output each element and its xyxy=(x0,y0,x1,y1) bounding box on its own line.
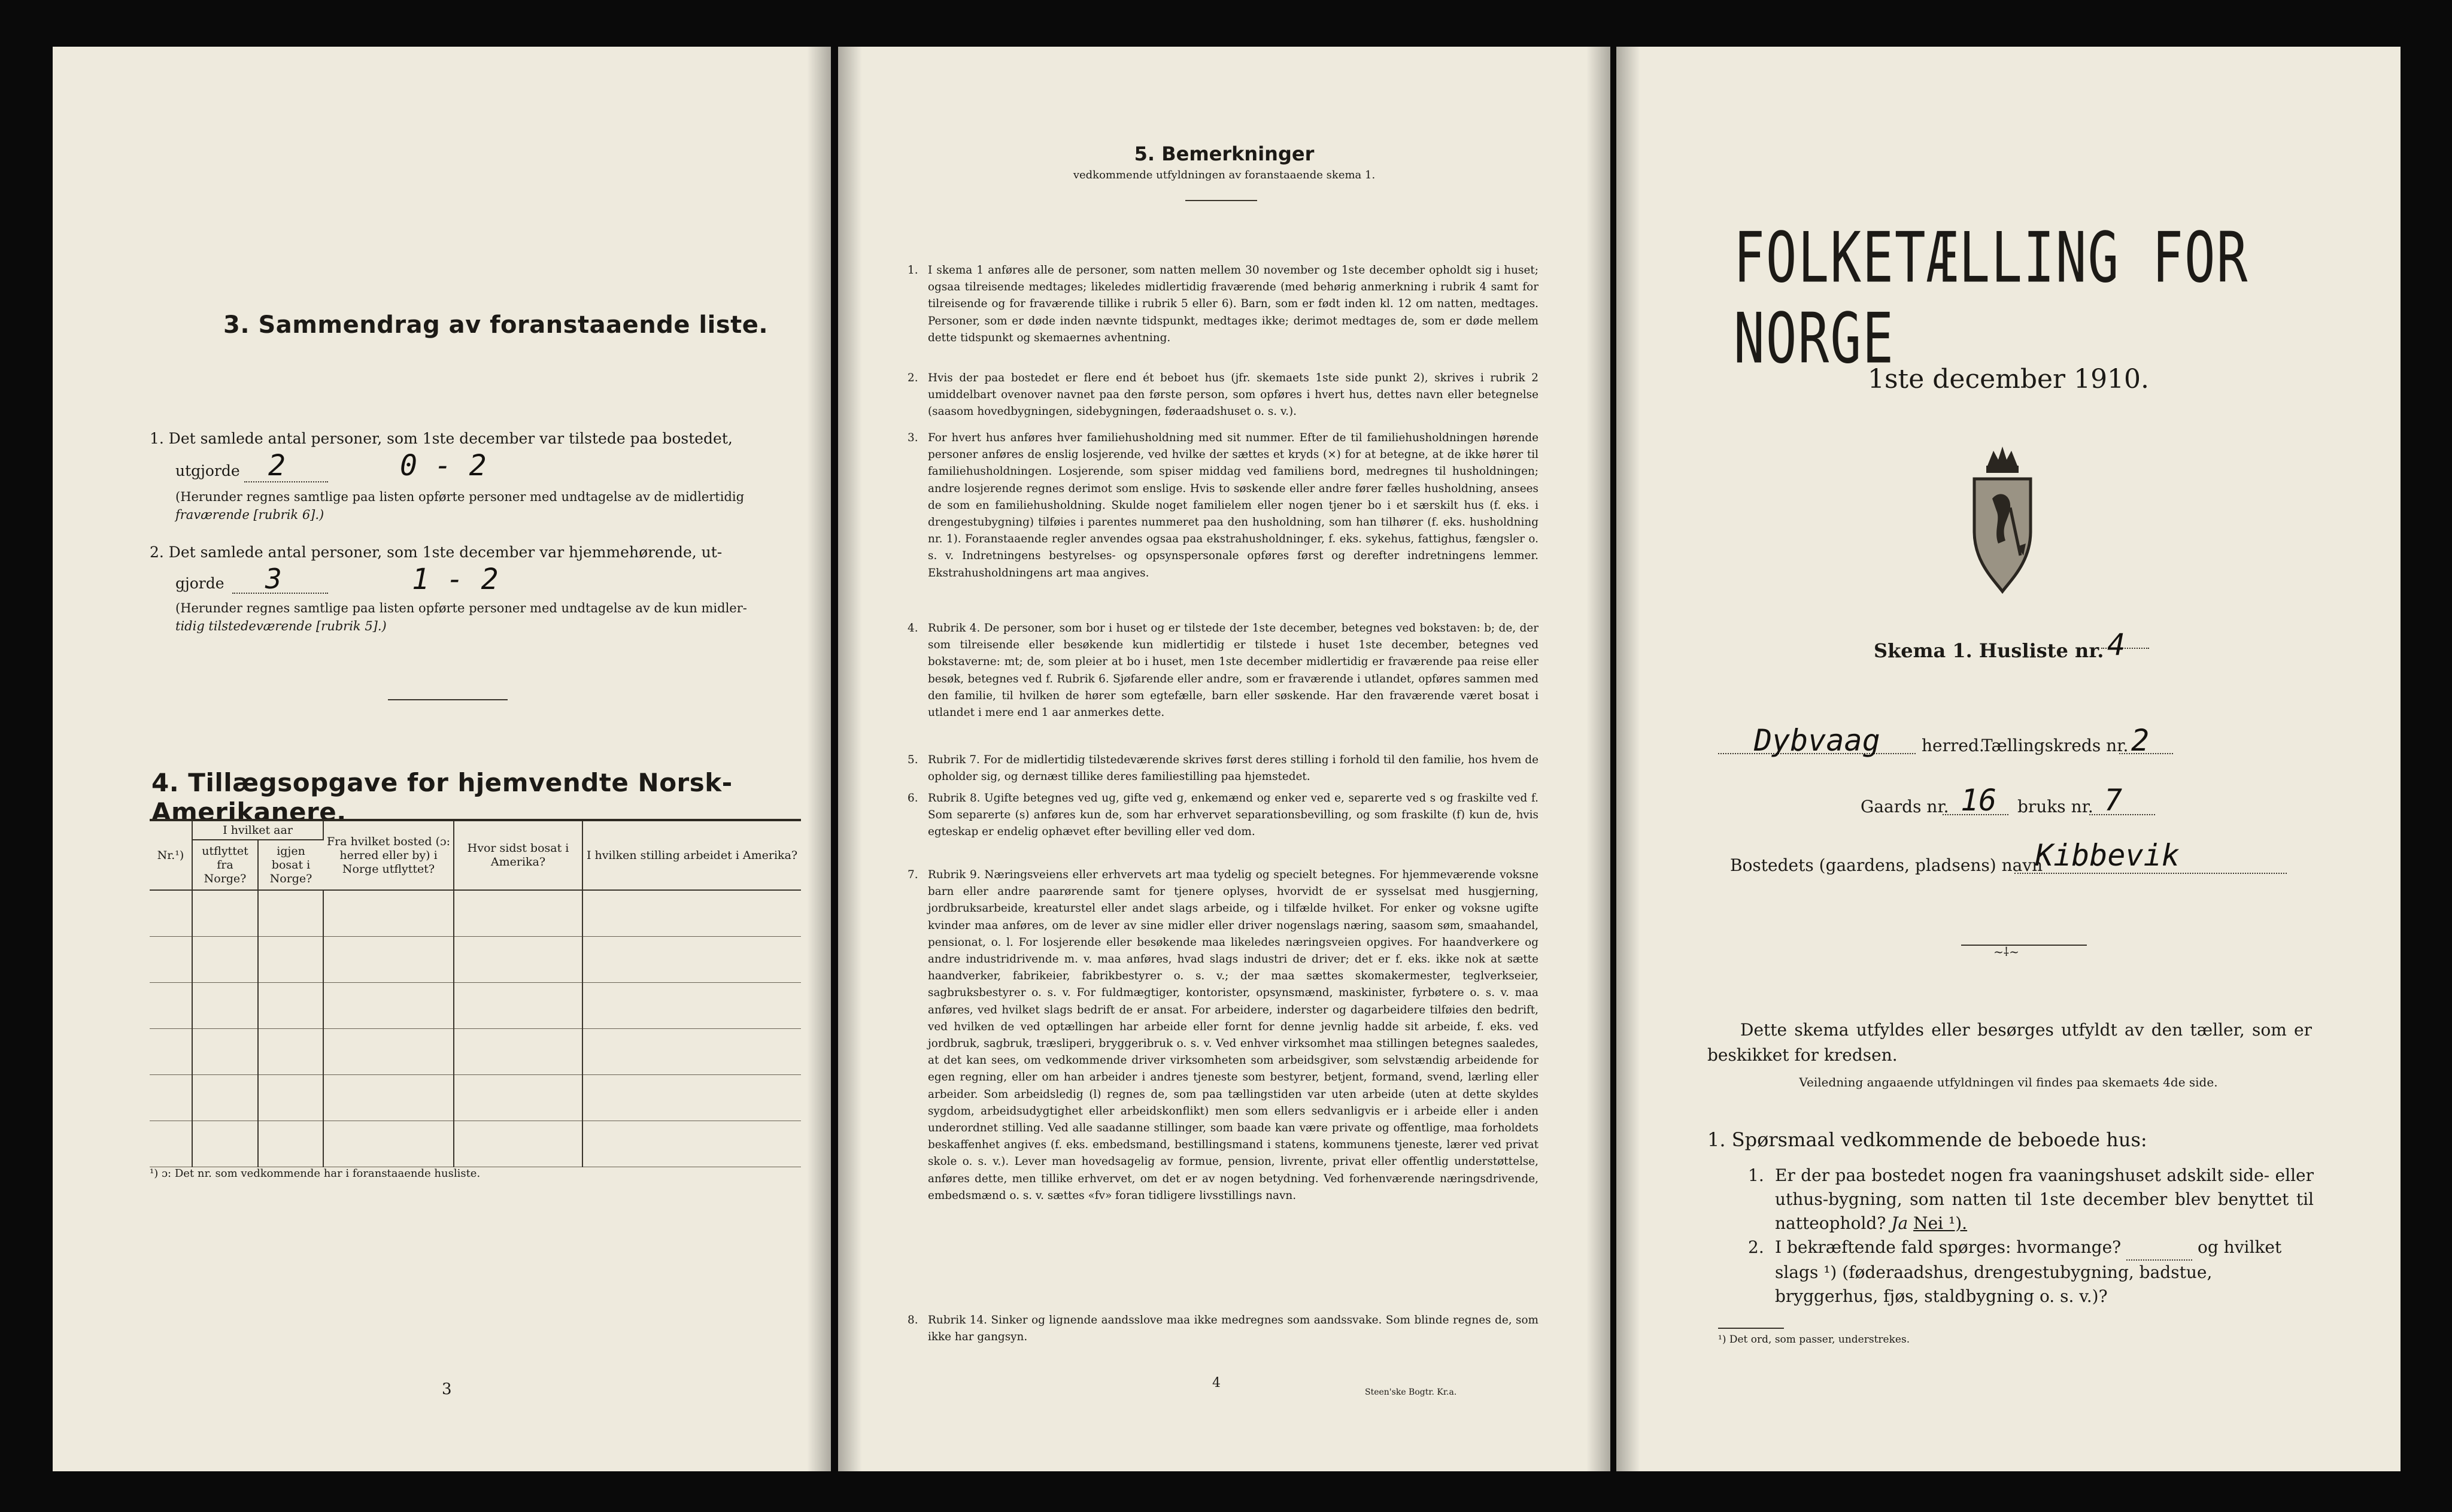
bemerkning-item xyxy=(908,370,1538,421)
page-fold-shadow xyxy=(807,47,831,1471)
item2-fill-line xyxy=(232,593,328,594)
kreds-value: 2 xyxy=(2131,723,2150,758)
table-cell xyxy=(323,1075,454,1121)
table-cell xyxy=(192,983,258,1029)
bosted-value: Kibbevik xyxy=(2035,838,2180,873)
answer-ja: Ja xyxy=(1891,1213,1908,1233)
item2-handwritten-value: 3 xyxy=(265,563,282,595)
item2-line1: 2. Det samlede antal personer, som 1ste december var hjemmehørende, ut- xyxy=(150,544,723,561)
right-page: FOLKETÆLLING FOR NORGE 1ste december 1910. Skema 1. Husliste nr. 4 Dybvaag herred. Tællingskreds nr. 2 Gaards nr. 16 bruks nr. 7 Bostedets (gaardens, pladsens) navn Kibbevik ~⸸~ Dette skema utfyldes eller besørges utfyldt av den tæller, som er beskikket for kredsen. Veiledning angaaende utfyldningen vil findes paa skemaets 4de side. 1. Spørsmaal vedkommende de beboede hus: 1. Er der paa bostedet nogen fra vaaningshuset adskilt side- eller uthus-bygning, som natten til 1ste december blev benyttet til natteophold? Ja Nei ¹). 2. I bekræftende fald spørges: hvormange? og hvilket slags ¹) (føderaadshus, drengestubygning, badstue, bryggerhus, fjøs, staldbygning o. s. v.)? ¹) Det ord, som passer, understrekes. xyxy=(1616,47,2401,1471)
kreds-label: Tællingskreds nr. xyxy=(1981,736,2129,755)
table-cell xyxy=(323,890,454,937)
header-group: I hvilket aar xyxy=(192,820,323,840)
bemerkning-number: 7. xyxy=(908,869,918,881)
left-page xyxy=(53,47,831,1471)
table-cell xyxy=(150,1121,192,1167)
question1-2-slags: og hvilket slags ¹) xyxy=(1775,1237,2282,1282)
table-row xyxy=(150,983,801,1029)
section4-title: 4. Tillægsopgave for hjemvendte Norsk-Amerikanere. xyxy=(151,768,733,827)
page-fold-shadow xyxy=(838,47,862,1471)
table-row xyxy=(150,1121,801,1167)
table-cell xyxy=(192,1029,258,1075)
norsk-amerikanere-table xyxy=(150,819,801,1167)
census-date: 1ste december 1910. xyxy=(1867,364,2150,394)
page-fold-shadow xyxy=(1616,47,1640,1471)
header-sidst-bosat: Hvor sidst bosat i Amerika? xyxy=(454,820,582,890)
question1-2-examples: (føderaadshus, drengestubygning, badstue, bryggerhus, fjøs, staldbygning o. s. v.)? xyxy=(1775,1262,2213,1306)
bemerkning-number: 6. xyxy=(908,792,918,804)
item1-note2: fraværende [rubrik 6].) xyxy=(175,508,324,522)
table-cell xyxy=(323,937,454,983)
page-fold-shadow xyxy=(1586,47,1610,1471)
intro-note: Veiledning angaaende utfyldningen vil findes paa skemaets 4de side. xyxy=(1799,1075,2218,1089)
question1-title: 1. Spørsmaal vedkommende de beboede hus: xyxy=(1707,1128,2147,1151)
schema-label: Skema 1. Husliste nr. xyxy=(1874,639,2104,662)
item1-note1: (Herunder regnes samtlige paa listen opførte personer med undtagelse av de midlertidig xyxy=(175,490,745,504)
table-cell xyxy=(258,983,323,1029)
table-cell xyxy=(454,1121,582,1167)
page-number: 3 xyxy=(442,1380,452,1398)
bemerkning-number: 3. xyxy=(908,432,918,444)
item1-fill-line xyxy=(244,481,328,482)
bruks-label: bruks nr. xyxy=(2017,797,2093,816)
header-igjen: igjen bosat i Norge? xyxy=(258,840,323,890)
table-cell xyxy=(192,1121,258,1167)
table-cell xyxy=(150,1029,192,1075)
bemerkning-item xyxy=(908,790,1538,841)
husliste-value: 4 xyxy=(2107,627,2126,662)
table-cell xyxy=(150,937,192,983)
bemerkning-item xyxy=(908,430,1538,582)
bemerkning-item xyxy=(908,1312,1538,1346)
table-cell xyxy=(258,1121,323,1167)
table-cell xyxy=(150,890,192,937)
gaards-value: 16 xyxy=(1961,783,1997,818)
bemerkninger-title: 5. Bemerkninger xyxy=(1134,142,1315,165)
table-cell xyxy=(323,983,454,1029)
bemerkning-number: 2. xyxy=(908,372,918,384)
intro-text: Dette skema utfyldes eller besørges utfyldt av den tæller, som er beskikket for kredsen. xyxy=(1707,1020,2312,1065)
question1-2 xyxy=(1775,1235,2314,1308)
table-cell xyxy=(192,890,258,937)
bemerkning-item xyxy=(908,620,1538,721)
section3-title: 3. Sammendrag av foranstaaende liste. xyxy=(223,311,769,339)
table-cell xyxy=(582,1029,801,1075)
table-cell xyxy=(454,937,582,983)
table-cell xyxy=(192,937,258,983)
table-row xyxy=(150,890,801,937)
table-cell xyxy=(323,1121,454,1167)
table-cell xyxy=(192,1075,258,1121)
bemerkning-text: Rubrik 7. For de midlertidig tilstedeværende skrives først deres stilling i forhold til den familie, hos hvem de opholder sig, og dernæst tillike deres familiestilling paa hjemstedet. xyxy=(928,754,1538,784)
header-fra-bosted: Fra hvilket bosted (ɔ: herred eller by) i Norge utflyttet? xyxy=(323,820,454,890)
table-row xyxy=(150,937,801,983)
bemerkning-text: Hvis der paa bostedet er flere end ét beboet hus (jfr. skemaets 1ste side punkt 2), skrives i rubrik 2 umiddelbart ovenover navnet paa den første person, som opføres i hvert hus, dettes navn eller betegnelse (saasom hovedbygningen, sidebygningen, føderaadshuset o. s. v.). xyxy=(928,372,1538,418)
bemerkning-number: 1. xyxy=(908,264,918,277)
printer-mark: Steen'ske Bogtr. Kr.a. xyxy=(1365,1387,1457,1397)
table-cell xyxy=(258,890,323,937)
norway-coat-of-arms xyxy=(1964,442,2041,597)
census-title: FOLKETÆLLING FOR NORGE xyxy=(1734,218,2249,379)
bosted-fill-line xyxy=(2014,873,2287,874)
coat-of-arms-icon xyxy=(1964,442,2041,597)
table-body xyxy=(150,890,801,1167)
table-cell xyxy=(454,983,582,1029)
middle-page xyxy=(838,47,1610,1471)
divider xyxy=(1961,945,2087,946)
table-cell xyxy=(323,1029,454,1075)
bemerkning-text: Rubrik 8. Ugifte betegnes ved ug, gifte ved g, enkemænd og enker ved e, separerte ved s og fraskilte ved f. Som separerte (s) anføres kun de, som har erhvervet separationsbevilling, og som fraskilte (f) kun de, hvis egteskap er endelig ophævet efter bevilling eller ved dom. xyxy=(928,792,1538,839)
table-cell xyxy=(150,1075,192,1121)
divider xyxy=(1185,200,1257,201)
item1-line1: 1. Det samlede antal personer, som 1ste december var tilstede paa bostedet, xyxy=(150,430,733,447)
bosted-label: Bostedets (gaardens, pladsens) navn xyxy=(1730,855,2043,875)
header-stilling: I hvilken stilling arbeidet i Amerika? xyxy=(582,820,801,890)
table-row xyxy=(150,1029,801,1075)
table-cell xyxy=(454,890,582,937)
answer-nei: Nei ¹). xyxy=(1913,1213,1968,1233)
bemerkning-text: For hvert hus anføres hver familiehusholdning med sit nummer. Efter de til familiehusholdningen hørende personer anføres de enslig losjerende, ved hvilke der sættes et kryds (×) for at betegne, at de ikke hører til familiehusholdningen. Losjerende, som spiser middag ved familiens bord, medregnes til husholdningen; andre losjerende regnes derimot som enslige. Hvis to søskende eller andre fører fælles husholdning, ansees de som en familiehusholdning. Skulde noget familielem eller nogen tjener bo i et særskilt hus (f. eks. i drengestubygning) tilføies i parentes nummeret paa den husholdning, som han tilhører (f. eks. husholdning nr. 1). Foranstaaende regler anvendes ogsaa paa ekstrahusholdninger, f. eks. sykehus, fattighus, fængsler o. s. v. Indretningens bestyrelses- og opsynspersonale opføres først og derefter indretningens lemmer. Ekstrahusholdningens art maa angives. xyxy=(928,432,1538,579)
divider xyxy=(1718,1328,1784,1329)
header-nr: Nr.¹) xyxy=(150,820,192,890)
right-footnote: ¹) Det ord, som passer, understrekes. xyxy=(1718,1334,1910,1346)
bemerkning-text: Rubrik 14. Sinker og lignende aandsslove maa ikke medregnes som aandssvake. Som blinde regnes de, som ikke har gangsyn. xyxy=(928,1314,1538,1344)
divider xyxy=(388,699,508,700)
bemerkning-text: Rubrik 9. Næringsveiens eller erhvervets art maa tydelig og specielt betegnes. For hjemmeværende voksne barn eller andre paarørende samt for tjenere oplyses, hvorvidt de er sysselsat med husgjerning, jordbruksarbeide, kreaturstel eller andet slags arbeide, og i tilfælde hvilket. For enker og voksne ugifte kvinder maa anføres, om de lever av sine midler eller driver nogenslags næring, saasom søm, smaahandel, pensionat, o. l. For losjerende eller besøkende maa likeledes næringsveien opgives. For haandverkere og andre industridrivende m. v. maa anføres, hvad slags industri de driver; det er f. eks. ikke nok at sætte haandverker, fabrikeier, fabrikbestyrer o. s. v.; der maa sættes skomakermester, teglverkseier, sagbruksbestyrer o. s. v. For fuldmægtiger, kontorister, opsynsmænd, maskinister, fyrbøtere o. s. v. maa anføres, ved hvilket slags bedrift de er ansat. For arbeidere, inderster og dagarbeidere tilføies den bedrift, ved hvilken de ved optællingen har arbeide eller fornt for denne jevnlig hadde sit arbeide, f. eks. ved jordbruk, sagbruk, træsliperi, bryggeribruk o. s. v. Ved enhver virksomhet maa stillingen betegnes saaledes, at det kan sees, om vedkommende driver virksomheten som arbeidsgiver, som selvstændig arbeidende for egen regning, eller om han arbeider i andres tjeneste som bestyrer, betjent, formand, svend, lærling eller arbeider. Som arbeidsledig (l) regnes de, som paa tællingstiden var uten arbeide (uten at dette skyldes sygdom, arbeidsudygtighet eller arbeidskonflikt) men som ellers sedvanligvis er i arbeide eller i anden underordnet stilling. Ved alle saadanne stillinger, som baade kan være private og offentlige, maa forholdets beskaffenhet angives (f. eks. embedsmand, bestillingsmand i statens, kommunens tjeneste, lærer ved privat skole o. s. v.). Lever man hovedsagelig av formue, pension, livrente, privat eller offentlig understøttelse, anføres dette, men tillike erhvervet, om det er av nogen betydning. Ved forhenværende næringsdrivende, embedsmænd o. s. v. sættes «fv» foran tidligere livsstillings navn. xyxy=(928,869,1538,1202)
table-cell xyxy=(454,1029,582,1075)
item2-handwritten-note: 1 - 2 xyxy=(412,563,499,596)
question1-2-hvormange: I bekræftende fald spørges: hvormange? xyxy=(1775,1237,2122,1257)
table-cell xyxy=(582,937,801,983)
herred-label: herred. xyxy=(1922,736,1984,755)
question1-1 xyxy=(1775,1164,2314,1235)
table-cell xyxy=(454,1075,582,1121)
bemerkning-item xyxy=(908,262,1538,347)
gaards-label: Gaards nr. xyxy=(1861,797,1949,816)
table-cell xyxy=(582,890,801,937)
table-cell xyxy=(582,1075,801,1121)
table-row xyxy=(150,1075,801,1121)
item2-note1: (Herunder regnes samtlige paa listen opførte personer med undtagelse av de kun midler- xyxy=(175,601,747,615)
hvormange-fill-line xyxy=(2126,1235,2192,1261)
bemerkninger-subtitle: vedkommende utfyldningen av foranstaaende skema 1. xyxy=(1073,169,1376,181)
bemerkning-number: 4. xyxy=(908,622,918,634)
table-cell xyxy=(582,1121,801,1167)
herred-value: Dybvaag xyxy=(1754,723,1880,758)
item1-handwritten-value: 2 xyxy=(268,449,286,482)
item1-utgjorde-label: utgjorde xyxy=(175,462,240,479)
ornament: ~⸸~ xyxy=(1993,945,2019,959)
bemerkning-item xyxy=(908,752,1538,785)
table-cell xyxy=(150,983,192,1029)
bemerkning-text: Rubrik 4. De personer, som bor i huset og er tilstede der 1ste december, betegnes ved bokstaven: b; de, der som tilreisende eller besøkende kun midlertidig er tilstede i huset 1ste december, betegnes ved bokstaverne: mt; de, som pleier at bo i huset, men 1ste december midlertidig er fraværende paa reise eller besøk, betegnes ved f. Rubrik 6. Sjøfarende eller andre, som er fraværende i utlandet, opføres sammen med den familie, til hvilken de hører som egtefælle, barn eller søskende. Har den fraværende været bosat i utlandet i mere end 1 aar anmerkes dette. xyxy=(928,622,1538,719)
header-utflyttet: utflyttet fra Norge? xyxy=(192,840,258,890)
page-number: 4 xyxy=(1212,1376,1221,1390)
bemerkning-number: 5. xyxy=(908,754,918,766)
table-cell xyxy=(258,937,323,983)
question1-1-text: Er der paa bostedet nogen fra vaaningshuset adskilt side- eller uthus-bygning, som natten til 1ste december blev benyttet til natteophold? xyxy=(1775,1165,2314,1233)
bemerkning-number: 8. xyxy=(908,1314,918,1326)
bemerkning-item xyxy=(908,867,1538,1204)
item2-note2: tidig tilstedeværende [rubrik 5].) xyxy=(175,619,387,633)
table-cell xyxy=(258,1075,323,1121)
table-cell xyxy=(258,1029,323,1075)
bruks-value: 7 xyxy=(2104,783,2123,818)
item1-handwritten-note: 0 - 2 xyxy=(400,449,487,482)
table-cell xyxy=(582,983,801,1029)
bemerkning-text: I skema 1 anføres alle de personer, som natten mellem 30 november og 1ste december opholdt sig i huset; ogsaa tilreisende medtages; likeledes midlertidig fraværende (med behørig anmerkning i rubrik 4 samt for tilreisende og for fraværende tillike i rubrik 5 eller 6). Barn, som er født inden kl. 12 om natten, medtages. Personer, som er døde inden nævnte tidspunkt, medtages ikke; derimot medtages de, som er døde mellem dette tidspunkt og skemaernes avhentning. xyxy=(928,264,1538,344)
table-footnote: ¹) ɔ: Det nr. som vedkommende har i foranstaaende husliste. xyxy=(150,1167,481,1180)
item2-gjorde-label: gjorde xyxy=(175,575,224,592)
